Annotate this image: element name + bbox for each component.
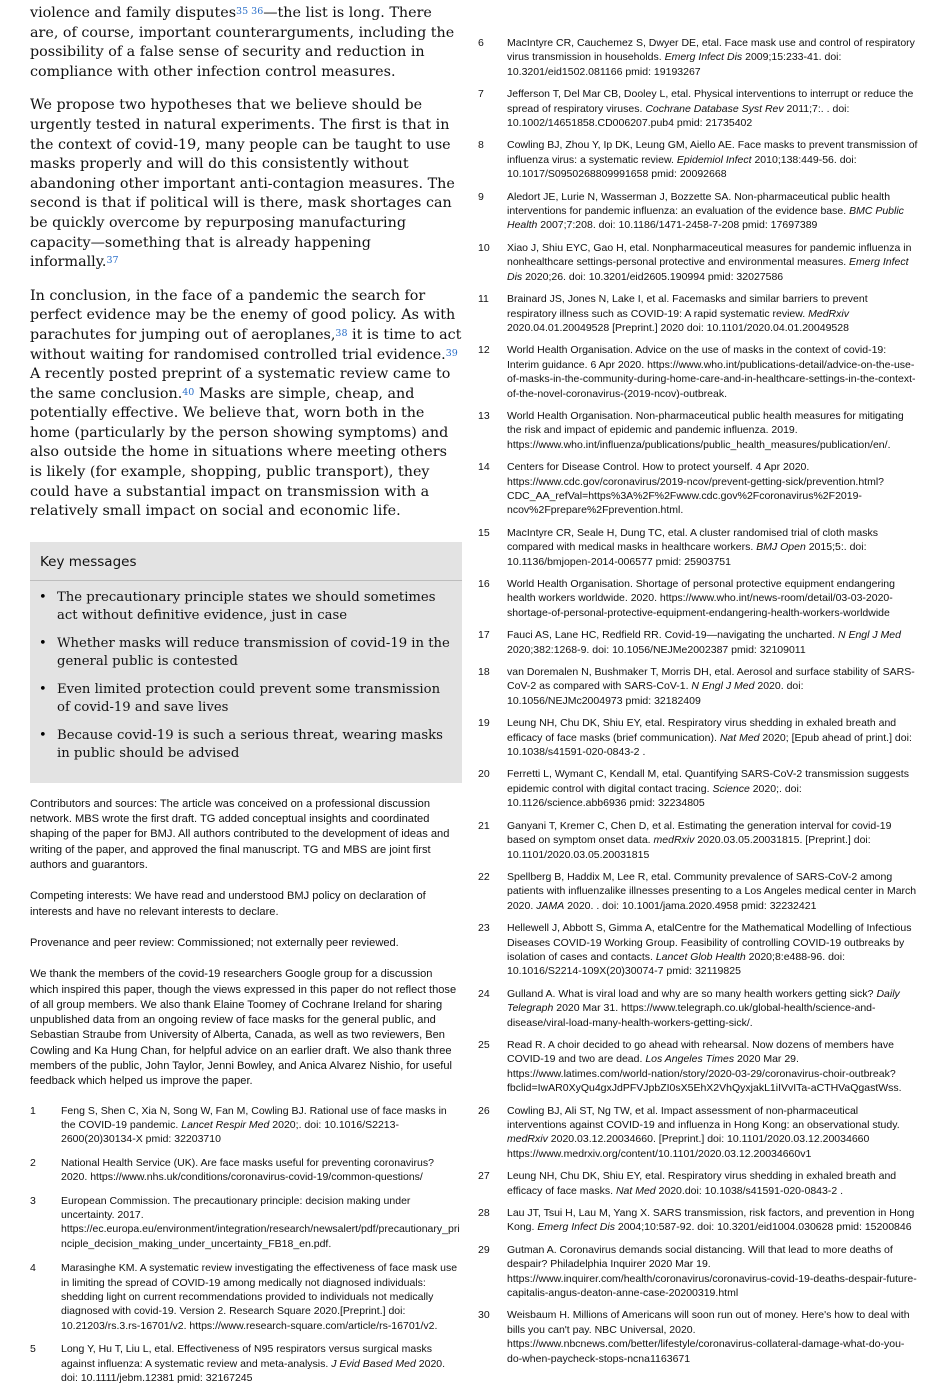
body-paragraph-1: violence and family disputes$^{35 36}$—the list is long. There are, of course, important counterarguments, including the possibility of a false sense of security and reduction in compliance with other infection control measures.: [30, 5, 455, 80]
reference-text: [507, 190, 918, 233]
acknowledgements: We thank the members of the covid-19 researchers Google group for a discussion which inspired this paper, though the views expressed in this paper do not reflect those of all group members. We also thank Elaine Toomey of Cochrane Ireland for sharing unpublished data from an ongoing review of face masks for the general public, and Sebastian Straube from University of Alberta, Canada, as well as two reviewers, Ben Cowling and Ka Hung Chan, for helpful advice on an earlier draft. We also thank three members of the public, John Taylor, Jenni Bowley, and Anica Alvarez Nishio, for useful feedback which helped us improve the paper.: [30, 968, 457, 1088]
reference-text: [507, 526, 918, 569]
key-messages-box: [30, 542, 462, 783]
reference-journal: Lancet Glob Health: [655, 950, 746, 963]
reference-number: 2: [30, 1156, 36, 1169]
reference-text: [507, 1308, 918, 1366]
provenance-note: Provenance and peer review: Commissioned; not externally peer reviewed.: [30, 936, 399, 949]
reference-number: 4: [30, 1262, 36, 1275]
reference-details: 2004;10:587-92. doi: 10.3201/eid1004.030628 pmid: 15200846: [614, 1221, 912, 1234]
key-message-text: Whether masks will reduce transmission of covid-19 in the general public is contested: [57, 635, 450, 669]
reference-number: 14: [478, 461, 490, 474]
reference-text: [507, 819, 918, 862]
reference-details: 2010;138:449-56. doi: 10.1017/S0950268809991658 pmid: 20092668: [507, 153, 857, 181]
reference-number: 21: [478, 819, 490, 832]
right-column: [478, 0, 918, 1374]
reference-item: [478, 526, 918, 569]
reference-citation: Cowling BJ, Zhou Y, Ip DK, Leung GM, Aiello AE. Face masks to prevent transmission of influenza virus: a systematic review.: [507, 139, 918, 166]
reference-citation: Marasinghe KM. A systematic review investigating the effectiveness of face mask use in limiting the spread of COVID-19 among medically not diagnosed individuals: shedding light on current recommendations provided to individuals not medically diagnosed with covid-19. Version 2. Research Square 2020.[Preprint.] doi: 10.21203/rs.3.rs-16701/v2. https://www.research-square.com/article/rs-16701/v2.: [61, 1262, 458, 1332]
bullet-icon: •: [39, 589, 47, 605]
reference-details: 2020;8:e488-96. doi: 10.1016/S2214-109X(20)30074-7 pmid: 32119825: [507, 950, 845, 978]
reference-item: [478, 767, 918, 810]
key-messages-title: Key messages: [40, 553, 137, 570]
reference-number: 18: [478, 666, 490, 679]
reference-details: 2020;. doi: 10.1016/S2213-2600(20)30134-X pmid: 32203710: [61, 1119, 399, 1146]
reference-number: 17: [478, 629, 490, 642]
reference-list-left: [30, 1104, 462, 1386]
reference-item: [478, 138, 918, 181]
reference-text: [507, 292, 918, 335]
reference-citation: World Health Organisation. Shortage of personal protective equipment endangering health workers worldwide. 2020. https://www.who.int/news-room/detail/03-03-2020-shortage-of-personal-protective-equipment-endangering-health-workers-worldwide: [507, 578, 895, 619]
reference-item: [478, 409, 918, 452]
reference-number: 7: [478, 88, 484, 101]
reference-details: 2015;5:. doi: 10.1136/bmjopen-2014-006577 pmid: 25903751: [507, 541, 867, 568]
reference-citation: Fauci AS, Lane HC, Redfield RR. Covid-19—navigating the uncharted.: [507, 629, 838, 642]
contributors-note: Contributors and sources: The article was conceived on a professional discussion network. MBS wrote the first draft. TG added conceptual insights and coordinated shaping of the paper for BMJ. All authors contributed to the development of ideas and writing of the paper, and approved the final manuscript. TG and MBS are joint first authors and guarantors.: [30, 797, 450, 872]
reference-item: [478, 343, 918, 401]
reference-journal: medRxiv: [653, 834, 695, 847]
reference-citation: MacIntyre CR, Cauchemez S, Dwyer DE, etal. Face mask use and control of respiratory virus transmission in households.: [507, 37, 915, 64]
reference-details: 2020;26. doi: 10.3201/eid2605.190994 pmid: 32027586: [522, 270, 784, 283]
reference-item: [478, 577, 918, 620]
key-message-text: Because covid-19 is such a serious threat, wearing masks in public should be advised: [57, 727, 443, 761]
reference-citation: Brainard JS, Jones N, Lake I, et al. Facemasks and similar barriers to prevent respiratory illness such as COVID-19: A rapid systematic review.: [507, 293, 868, 320]
reference-citation: Hellewell J, Abbott S, Gimma A, etalCentre for the Mathematical Modelling of Infectious Diseases COVID-19 Working Group. Feasibility of controlling COVID-19 outbreaks by isolation of cases and contacts.: [507, 922, 912, 963]
reference-text: [61, 1261, 462, 1333]
reference-text: [507, 921, 918, 979]
reference-number: 29: [478, 1243, 490, 1256]
reference-number: 12: [478, 344, 490, 357]
reference-item: [478, 1308, 918, 1366]
reference-journal: Nat Med: [615, 1184, 656, 1197]
citation-link[interactable]: 40: [182, 386, 195, 398]
reference-journal: MedRxiv: [808, 307, 849, 320]
reference-item: [30, 1194, 462, 1252]
reference-item: [478, 921, 918, 979]
reference-text: [61, 1104, 462, 1147]
reference-details: 2020.03.12.20034660. [Preprint.] doi: 10.1101/2020.03.12.20034660 https://www.medrxiv.org/content/10.1101/2020.03.12.20034660v1: [507, 1133, 870, 1160]
citation-link[interactable]: 35 36: [236, 6, 264, 17]
reference-citation: Gutman A. Coronavirus demands social distancing. Will that lead to more deaths of despair? Philadelphia Inquirer 2020 Mar 19. https://www.inquirer.com/health/coronavirus/coronavirus-covid-19-deaths-despair-future-capitalis-angus-deaton-anne-case-20200319.html: [507, 1243, 917, 1300]
key-message-text: The precautionary principle states we should sometimes act without definitive evidence, just in case: [57, 589, 436, 623]
reference-journal: Cochrane Database Syst Rev: [645, 102, 784, 115]
reference-number: 23: [478, 922, 490, 935]
reference-text: [61, 1156, 462, 1185]
reference-citation: World Health Organisation. Non-pharmaceutical public health measures for mitigating the risk and impact of epidemic and pandemic influenza. 2019. https://www.who.int/influenza/publications/public_health_measures/publication/en/.: [507, 409, 904, 451]
reference-text: [507, 1104, 918, 1162]
reference-journal: medRxiv: [507, 1133, 548, 1146]
reference-journal: Emerg Infect Dis: [507, 256, 909, 283]
reference-number: 1: [30, 1104, 36, 1117]
reference-item: [30, 1261, 462, 1333]
bullet-icon: •: [39, 727, 47, 743]
reference-details: 2007;7:208. doi: 10.1186/1471-2458-7-208 pmid: 17697389: [537, 219, 818, 232]
reference-citation: World Health Organisation. Advice on the use of masks in the context of covid-19: Interim guidance. 6 Apr 2020. https://www.who.int/publications-detail/advice-on-the-use-of-masks-in-the-community-during-home-care-and-in-healthcare-settings-in-the-context-of-the-novel-coronavirus-(2019-ncov)-outbreak.: [507, 344, 916, 400]
reference-journal: BMJ Open: [756, 541, 806, 554]
reference-item: [478, 819, 918, 862]
key-message-item: [30, 681, 462, 717]
bullet-icon: •: [39, 681, 47, 697]
reference-text: [61, 1194, 462, 1252]
reference-number: 10: [478, 241, 490, 254]
reference-number: 5: [30, 1343, 36, 1356]
reference-text: [507, 36, 918, 79]
reference-item: [478, 292, 918, 335]
reference-number: 30: [478, 1309, 490, 1322]
bullet-icon: •: [39, 635, 47, 651]
reference-citation: Ganyani T, Kremer C, Chen D, et al. Estimating the generation interval for covid-19 based on symptom onset data.: [507, 819, 892, 847]
reference-number: 20: [478, 768, 490, 781]
reference-details: 2011;7:. . doi: 10.1002/14651858.CD006207.pub4 pmid: 21735402: [507, 102, 850, 130]
reference-item: [478, 1038, 918, 1096]
reference-citation: Centers for Disease Control. How to protect yourself. 4 Apr 2020. https://www.cdc.gov/coronavirus/2019-ncov/prevent-getting-sick/prevention.html?CDC_AA_refVal=https%3A%2F%2Fwww.cdc.gov%2Fcoronavirus%2F2019-ncov%2Fprepare%2Fprevention.html.: [507, 461, 885, 517]
reference-text: [507, 1038, 918, 1096]
reference-item: [478, 460, 918, 518]
reference-item: [478, 241, 918, 284]
reference-item: [478, 628, 918, 657]
reference-item: [478, 870, 918, 913]
reference-text: [507, 409, 918, 452]
reference-citation: European Commission. The precautionary principle: decision making under uncertainty. 2017. https://ec.europa.eu/environment/integration/research/newsalert/pdf/precautionary_principle_decision_making_under_uncertainty_FB18_en.pdf.: [61, 1194, 460, 1250]
body-paragraph-3: In conclusion, in the face of a pandemic the search for perfect evidence may be the enemy of good policy. As with parachutes for jumping out of aeroplanes,$^{38}$ it is time to act without waiting for randomised controlled trial evidence.$^{39}$ A recently posted preprint of a systematic review came to the same conclusion.$^{40}$ Masks are simple, cheap, and potentially effective. We believe that, worn both in the home (particularly by the person showing symptoms) and also outside the home in situations where meeting others is likely (for example, shopping, public transport), they could have a substantial impact on transmission with a relatively small impact on social and economic life.: [30, 287, 462, 520]
reference-item: [478, 1104, 918, 1162]
reference-text: [507, 767, 918, 810]
reference-details: 2020 Mar 31. https://www.telegraph.co.uk/global-health/science-and-disease/viral-load-many-health-workers-getting-sick/.: [507, 1002, 876, 1029]
reference-citation: MacIntyre CR, Seale H, Dung TC, etal. A cluster randomised trial of cloth masks compared with medical masks in healthcare workers.: [507, 526, 878, 554]
reference-text: [507, 577, 918, 620]
reference-number: 22: [478, 870, 490, 883]
reference-text: [507, 1169, 918, 1198]
reference-item: [478, 36, 918, 79]
reference-number: 3: [30, 1194, 36, 1207]
key-message-item: [30, 589, 462, 625]
key-message-item: [30, 635, 462, 671]
reference-list-right: [478, 36, 918, 1366]
reference-journal: BMC Public Health: [507, 205, 904, 232]
reference-details: 2020.04.01.20049528 [Preprint.] 2020 doi: 10.1101/2020.04.01.20049528: [507, 321, 849, 334]
reference-number: 13: [478, 409, 490, 422]
reference-number: 16: [478, 578, 490, 590]
reference-text: [507, 343, 918, 401]
body-paragraph-2: We propose two hypotheses that we believe should be urgently tested in natural experiments. The first is that in the context of covid-19, many people can be taught to use masks properly and will do this consistently without abandoning other important anti-contagion measures. The second is that if political will is there, mask shortages can be quickly overcome by repurposing manufacturing capacity—something that is already happening informally.$^{37}$: [30, 97, 455, 271]
reference-text: [507, 1243, 918, 1301]
reference-citation: Read R. A choir decided to go ahead with rehearsal. Now dozens of members have COVID-19 and two are dead.: [507, 1038, 894, 1066]
key-message-text: Even limited protection could prevent some transmission of covid-19 and save lives: [57, 681, 441, 715]
reference-citation: Ferretti L, Wymant C, Kendall M, etal. Quantifying SARS-CoV-2 transmission suggests epidemic control with digital contact tracing.: [507, 768, 909, 795]
reference-journal: Daily Telegraph: [507, 987, 900, 1015]
reference-journal: Los Angeles Times: [645, 1053, 735, 1066]
reference-number: 9: [478, 190, 484, 203]
reference-journal: Lancet Respir Med: [181, 1119, 270, 1131]
reference-text: [507, 870, 918, 913]
reference-journal: N Engl J Med: [691, 680, 755, 693]
reference-citation: Gulland A. What is viral load and why are so many health workers getting sick?: [507, 987, 877, 1000]
reference-details: 2020. . doi: 10.1001/jama.2020.4958 pmid: 32232421: [564, 899, 817, 912]
reference-text: [507, 628, 918, 657]
reference-text: [61, 1342, 462, 1385]
reference-number: 8: [478, 139, 484, 152]
reference-journal: J Evid Based Med: [331, 1357, 416, 1370]
reference-number: 24: [478, 987, 490, 1000]
reference-details: 2020; [Epub ahead of print.] doi: 10.1038/s41591-020-0843-2 .: [507, 731, 912, 759]
divider: [30, 580, 462, 581]
reference-citation: Feng S, Shen C, Xia N, Song W, Fan M, Cowling BJ. Rational use of face masks in the COVID-19 pandemic.: [61, 1104, 447, 1131]
reference-number: 6: [478, 37, 484, 49]
reference-item: [30, 1104, 462, 1147]
reference-citation: National Health Service (UK). Are face masks useful for preventing coronavirus? 2020. https://www.nhs.uk/conditions/coronavirus-covid-19/common-questions/: [61, 1156, 434, 1184]
reference-citation: Cowling BJ, Ali ST, Ng TW, et al. Impact assessment of non-pharmaceutical interventions against COVID-19 and influenza in Hong Kong: an observational study.: [507, 1104, 900, 1131]
reference-citation: Jefferson T, Del Mar CB, Dooley L, etal. Physical interventions to interrupt or reduce the spread of respiratory viruses.: [507, 88, 914, 115]
reference-citation: Leung NH, Chu DK, Shiu EY, etal. Respiratory virus shedding in exhaled breath and efficacy of face masks (brief communication).: [507, 717, 897, 744]
reference-journal: N Engl J Med: [837, 629, 901, 642]
reference-number: 11: [478, 293, 489, 306]
reference-details: 2020.doi: 10.1038/s41591-020-0843-2 .: [655, 1184, 844, 1197]
reference-item: [478, 1243, 918, 1301]
reference-item: [478, 716, 918, 759]
reference-number: 28: [478, 1207, 490, 1220]
reference-item: [478, 987, 918, 1030]
reference-details: 2020 Mar 29. https://www.latimes.com/world-nation/story/2020-03-29/coronavirus-choir-outbreak?fbclid=IwAR0XyQu4gxJdPFVJpbZI0sX5EhX2VhQyxjakL1iIVvITa-aCTHVaQgastWss.: [507, 1053, 902, 1095]
reference-number: 26: [478, 1104, 490, 1117]
reference-journal: Emerg Infect Dis: [537, 1221, 615, 1234]
reference-text: [507, 460, 918, 518]
reference-citation: Long Y, Hu T, Liu L, etal. Effectiveness of N95 respirators versus surgical masks against influenza: A systematic review and meta-analysis.: [61, 1343, 432, 1370]
reference-journal: Epidemiol Infect: [676, 153, 752, 166]
reference-item: [30, 1156, 462, 1185]
reference-text: [507, 241, 918, 284]
reference-citation: Leung NH, Chu DK, Shiu EY, etal. Respiratory virus shedding in exhaled breath and efficacy of face masks.: [507, 1170, 897, 1197]
reference-citation: Lau JT, Tsui H, Lau M, Yang X. SARS transmission, risk factors, and prevention in Hong Kong.: [507, 1207, 915, 1234]
reference-details: 2020. doi: 10.1056/NEJMc2004973 pmid: 32182409: [507, 680, 804, 707]
reference-text: [507, 716, 918, 759]
key-message-item: [30, 727, 462, 763]
competing-interests-note: Competing interests: We have read and understood BMJ policy on declaration of interests and have no relevant interests to declare.: [30, 890, 426, 918]
reference-details: 2020;382:1268-9. doi: 10.1056/NEJMe2002387 pmid: 32109011: [507, 643, 806, 656]
reference-item: [478, 87, 918, 130]
reference-item: [478, 665, 918, 708]
reference-details: 2020;. doi: 10.1126/science.abb6936 pmid: 32234805: [507, 782, 802, 810]
citation-link[interactable]: 39: [445, 347, 458, 359]
reference-journal: JAMA: [536, 899, 565, 912]
reference-journal: Nat Med: [719, 731, 760, 744]
reference-citation: Spellberg B, Haddix M, Lee R, etal. Community prevalence of SARS-CoV-2 among patients with influenzalike illnesses presenting to a Los Angeles medical center in March 2020.: [507, 870, 917, 912]
citation-link[interactable]: 38: [335, 327, 348, 339]
reference-number: 19: [478, 717, 490, 730]
reference-journal: Science: [712, 782, 750, 795]
citation-link[interactable]: 37: [106, 255, 119, 267]
reference-item: [478, 190, 918, 233]
reference-details: 2009;15:233-41. doi: 10.3201/eid1502.081166 pmid: 19193267: [507, 51, 842, 78]
reference-citation: van Doremalen N, Bushmaker T, Morris DH, etal. Aerosol and surface stability of SARS-CoV-2 as compared with SARS-CoV-1.: [507, 666, 915, 693]
reference-number: 27: [478, 1170, 490, 1183]
reference-details: 2020. doi: 10.1111/jebm.12381 pmid: 32167245: [61, 1357, 446, 1385]
reference-number: 15: [478, 526, 490, 539]
reference-text: [507, 1206, 918, 1235]
reference-text: [507, 87, 918, 130]
reference-text: [507, 138, 918, 181]
reference-item: [478, 1169, 918, 1198]
reference-item: [478, 1206, 918, 1235]
reference-text: [507, 665, 918, 708]
reference-details: 2020.03.05.20031815. [Preprint.] doi: 10.1101/2020.03.05.20031815: [507, 834, 871, 861]
reference-journal: Emerg Infect Dis: [664, 51, 743, 64]
reference-text: [507, 987, 918, 1030]
reference-item: [30, 1342, 462, 1385]
reference-citation: Xiao J, Shiu EYC, Gao H, etal. Nonpharmaceutical measures for pandemic influenza in nonhealthcare settings-personal protective and environmental measures.: [507, 241, 912, 269]
reference-citation: Aledort JE, Lurie N, Wasserman J, Bozzette SA. Non-pharmaceutical public health interventions for pandemic influenza: an evaluation of the evidence base.: [507, 190, 891, 218]
reference-number: 25: [478, 1038, 490, 1051]
reference-citation: Weisbaum H. Millions of Americans will soon run out of money. Here's how to deal with bills you can't pay. NBC Universal, 2020. https://www.nbcnews.com/better/lifestyle/coronavirus-collateral-damage-what-do-you-do-when-paycheck-stops-ncna1163671: [507, 1309, 910, 1365]
left-column: [30, 0, 462, 1386]
